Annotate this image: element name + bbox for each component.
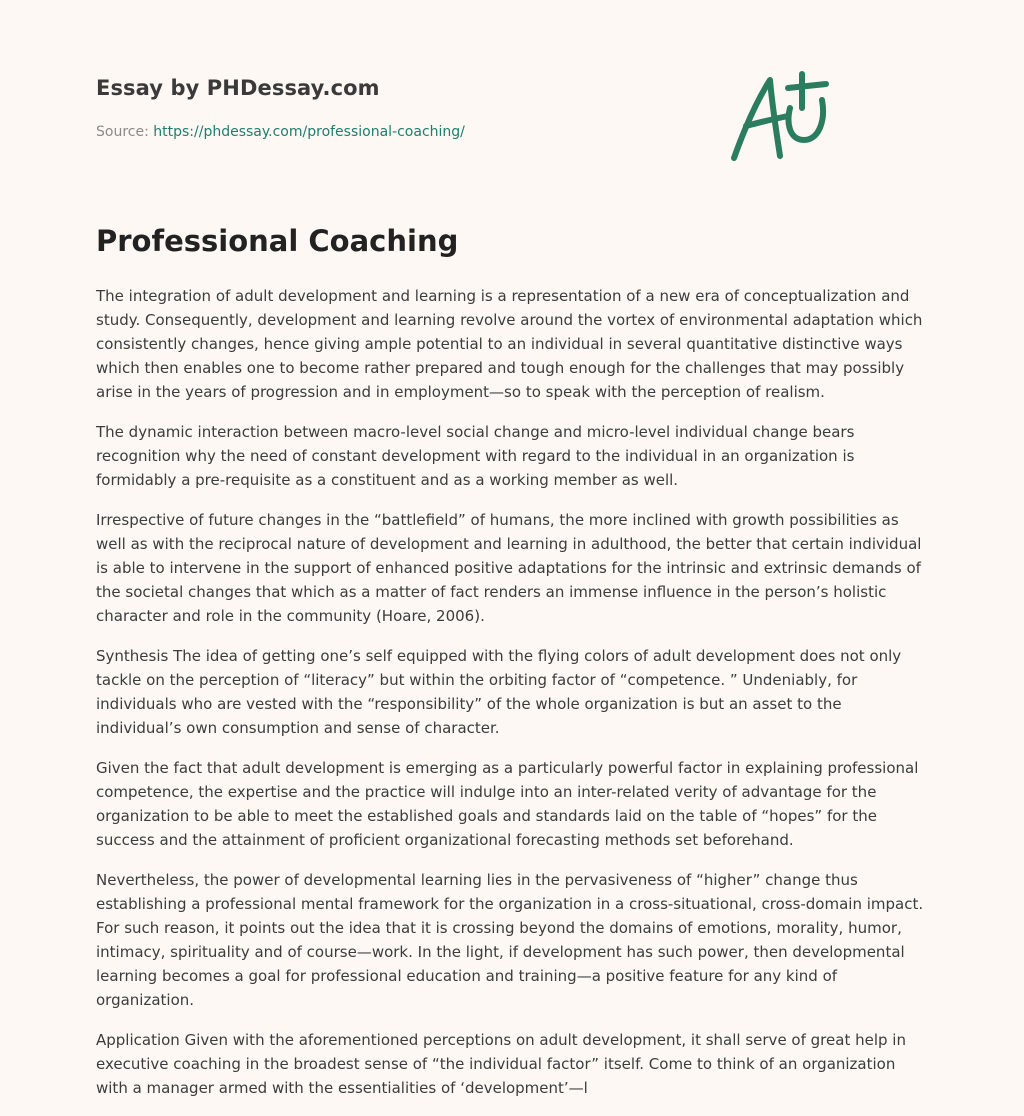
essay-paragraph: Nevertheless, the power of developmental learning lies in the pervasiveness of “higher” change thus establishing a professional mental framework for the organization in a cross-situational, cross-domain impact. For such reason, it points out the idea that it is crossing beyond the domains of emotions, morality, humor, intimacy, spirituality and of course—work. In the light, if development has such power, then developmental learning becomes a goal for professional education and training—a positive feature for any kind of organization. — [96, 871, 924, 1009]
essay-paragraph: The dynamic interaction between macro-level social change and micro-level individual change bears recognition why the need of constant development with regard to the individual in an organization is formidably a pre-requisite as a constituent and as a working member as well. — [96, 423, 855, 489]
source-link[interactable]: https://phdessay.com/professional-coaching/ — [153, 124, 465, 140]
essay-body — [96, 284, 930, 1116]
source-label: Source: — [96, 124, 154, 140]
site-brand: Essay by PHDessay.com — [96, 76, 380, 100]
source-line — [96, 124, 465, 140]
essay-paragraph: Synthesis The idea of getting one’s self equipped with the flying colors of adult development does not only tackle on the perception of “literacy” but within the orbiting factor of “competence. ” Undeniably, for individuals who are vested with the “responsibility” of the whole organization is but an asset to the individual’s own consumption and sense of character. — [96, 647, 902, 737]
essay-title: Professional Coaching — [96, 224, 459, 258]
essay-paragraph: Irrespective of future changes in the “battlefield” of humans, the more inclined with growth possibilities as well as with the reciprocal nature of development and learning in adulthood, the better that certain individual is able to intervene in the support of enhanced positive adaptations for the intrinsic and extrinsic demands of the societal changes that which as a matter of fact renders an immense influence in the person’s holistic character and role in the community (Hoare, 2006). — [96, 511, 922, 625]
essay-paragraph: Given the fact that adult development is emerging as a particularly powerful factor in explaining professional competence, the expertise and the practice will indulge into an inter-related verity of advantage for the organization to be able to meet the established goals and standards laid on the table of “hopes” for the success and the attainment of proficient organizational forecasting methods set beforehand. — [96, 759, 919, 849]
essay-paragraph: Application Given with the aforementioned perceptions on adult development, it shall serve of great help in executive coaching in the broadest sense of “the individual factor” itself. Come to think of an organization with a manager armed with the essentialities of ‘development’—l — [96, 1031, 906, 1097]
a-plus-grade-logo-icon — [730, 64, 840, 168]
essay-paragraph: The integration of adult development and learning is a representation of a new era of conceptualization and study. Consequently, development and learning revolve around the vortex of environmental adaptation which consistently changes, hence giving ample potential to an individual in several quantitative distinctive ways which then enables one to become rather prepared and tough enough for the challenges that may possibly arise in the years of progression and in employment—so to speak with the perception of realism. — [96, 287, 923, 401]
